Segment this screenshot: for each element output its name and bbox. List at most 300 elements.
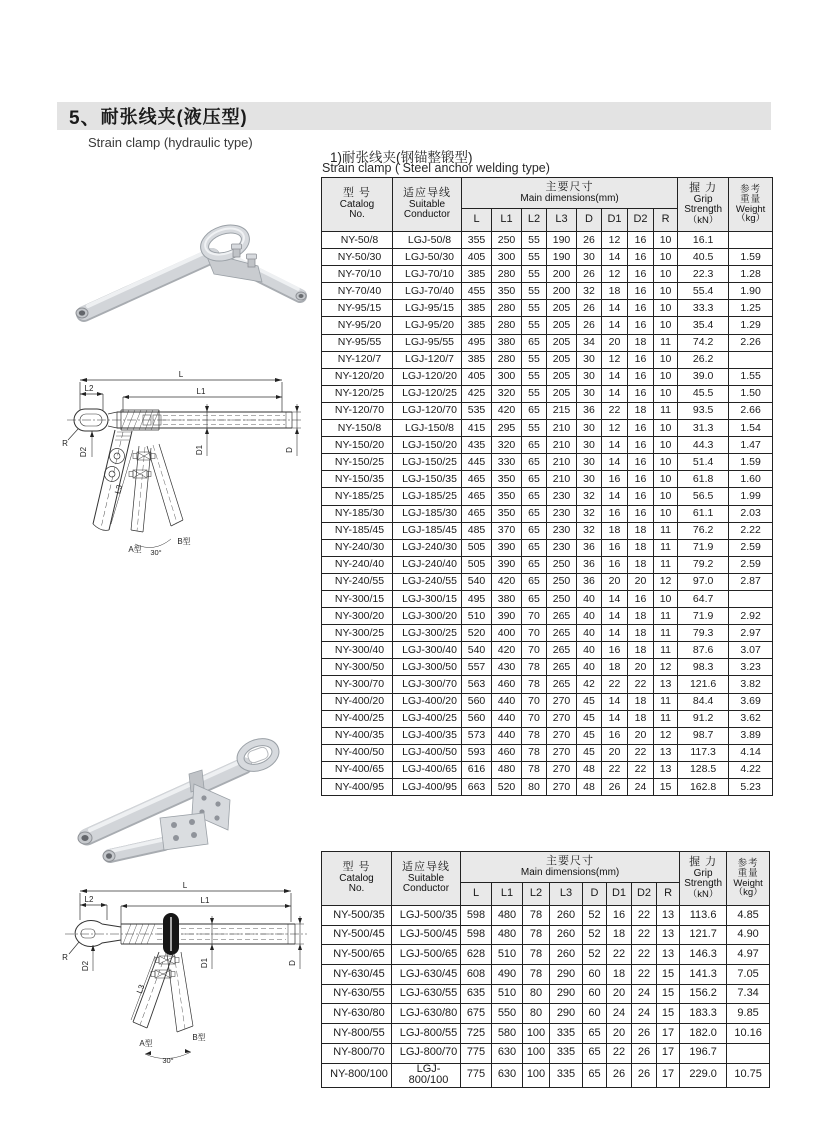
value-cell: 725: [461, 1024, 492, 1044]
value-cell: 510: [492, 945, 523, 965]
value-cell: 10.16: [727, 1024, 770, 1044]
table-row: [322, 676, 773, 693]
value-cell: 65: [522, 402, 547, 419]
catalog-no-cell: NY-300/50: [322, 659, 393, 676]
table-row: [322, 925, 770, 945]
table-row: [322, 693, 773, 710]
value-cell: 26: [632, 1043, 657, 1063]
value-cell: 93.5: [678, 402, 729, 419]
value-cell: 510: [492, 984, 523, 1004]
dim-label-D2: D2: [81, 960, 90, 972]
value-cell: 196.7: [680, 1043, 727, 1063]
value-cell: 20: [628, 659, 654, 676]
value-cell: 65: [522, 505, 547, 522]
value-cell: 265: [547, 659, 577, 676]
value-cell: 563: [462, 676, 492, 693]
value-cell: 480: [492, 906, 523, 926]
value-cell: 22: [628, 676, 654, 693]
value-cell: 11: [654, 539, 678, 556]
table-row: [322, 727, 773, 744]
catalog-no-cell: NY-120/25: [322, 385, 393, 402]
value-cell: 55: [522, 266, 547, 283]
value-cell: 205: [547, 351, 577, 368]
table-row: [322, 539, 773, 556]
value-cell: 405: [462, 368, 492, 385]
catalog-no-cell: NY-400/95: [322, 779, 393, 796]
catalog-no-cell: NY-185/45: [322, 522, 393, 539]
value-cell: 78: [523, 925, 550, 945]
table-header: [322, 178, 773, 232]
section-header-bar: [57, 102, 771, 130]
value-cell: 30: [577, 368, 602, 385]
value-cell: 17: [657, 1063, 680, 1087]
value-cell: 280: [492, 351, 522, 368]
dim-label-D1: D1: [195, 444, 204, 456]
catalog-no-cell: NY-500/35: [322, 906, 392, 926]
value-cell: 3.23: [729, 659, 773, 676]
catalog-no-cell: NY-500/65: [322, 945, 392, 965]
conductor-cell: LGJ-500/65: [392, 945, 461, 965]
value-cell: 17: [657, 1024, 680, 1044]
value-cell: 26: [602, 779, 628, 796]
conductor-cell: LGJ-95/15: [393, 300, 462, 317]
value-cell: 300: [492, 249, 522, 266]
value-cell: 540: [462, 573, 492, 590]
value-cell: 505: [462, 556, 492, 573]
value-cell: 55.4: [678, 283, 729, 300]
value-cell: 320: [492, 437, 522, 454]
value-cell: 45: [577, 727, 602, 744]
value-cell: 16: [602, 539, 628, 556]
conductor-cell: LGJ-300/50: [393, 659, 462, 676]
value-cell: 71.9: [678, 539, 729, 556]
table-row: [322, 385, 773, 402]
catalog-no-cell: NY-240/55: [322, 573, 393, 590]
value-cell: 30: [577, 385, 602, 402]
conductor-cell: LGJ-150/20: [393, 437, 462, 454]
value-cell: 12: [654, 727, 678, 744]
value-cell: 616: [462, 761, 492, 778]
value-cell: 22: [632, 965, 657, 985]
value-cell: 26: [577, 266, 602, 283]
value-cell: 230: [547, 522, 577, 539]
value-cell: 30: [577, 351, 602, 368]
value-cell: 71.9: [678, 608, 729, 625]
conductor-cell: LGJ-50/30: [393, 249, 462, 266]
value-cell: 270: [547, 710, 577, 727]
value-cell: 70: [522, 710, 547, 727]
value-cell: 61.1: [678, 505, 729, 522]
value-cell: 205: [547, 300, 577, 317]
dim-label-D2: D2: [79, 446, 88, 458]
value-cell: 12: [602, 351, 628, 368]
col-header-grip: 握 力 Grip Strength （kN）: [678, 178, 729, 232]
value-cell: 18: [607, 965, 632, 985]
value-cell: 20: [607, 1024, 632, 1044]
catalog-no-cell: NY-95/15: [322, 300, 393, 317]
section-title-zh: 耐张线夹(液压型): [100, 107, 248, 127]
dim-label-L3: L3: [134, 983, 147, 995]
value-cell: 40: [577, 625, 602, 642]
catalog-no-cell: NY-50/30: [322, 249, 393, 266]
value-cell: 593: [462, 744, 492, 761]
conductor-cell: LGJ-150/25: [393, 454, 462, 471]
value-cell: 350: [492, 505, 522, 522]
value-cell: 18: [602, 283, 628, 300]
value-cell: 113.6: [680, 906, 727, 926]
value-cell: 26.2: [678, 351, 729, 368]
value-cell: 22: [632, 945, 657, 965]
value-cell: 100: [523, 1024, 550, 1044]
value-cell: 13: [657, 945, 680, 965]
dim-label-D: D: [288, 960, 297, 966]
value-cell: 635: [461, 984, 492, 1004]
value-cell: 230: [547, 488, 577, 505]
clamp-photo-shapes: [76, 224, 306, 318]
value-cell: [729, 232, 773, 249]
value-cell: 32: [577, 283, 602, 300]
value-cell: 44.3: [678, 437, 729, 454]
value-cell: 14: [602, 300, 628, 317]
value-cell: 265: [547, 625, 577, 642]
conductor-cell: LGJ-240/55: [393, 573, 462, 590]
section-title-en: Strain clamp (hydraulic type): [88, 135, 253, 150]
value-cell: 20: [602, 573, 628, 590]
catalog-no-cell: NY-120/20: [322, 368, 393, 385]
value-cell: 36: [577, 556, 602, 573]
value-cell: 36: [577, 573, 602, 590]
value-cell: 36: [577, 539, 602, 556]
conductor-cell: LGJ-150/35: [393, 471, 462, 488]
value-cell: 210: [547, 437, 577, 454]
value-cell: 121.6: [678, 676, 729, 693]
value-cell: 3.82: [729, 676, 773, 693]
value-cell: 11: [654, 402, 678, 419]
value-cell: 440: [492, 727, 522, 744]
value-cell: 5.23: [729, 779, 773, 796]
conductor-cell: LGJ-70/10: [393, 266, 462, 283]
table-row: [322, 437, 773, 454]
catalog-no-cell: NY-50/8: [322, 232, 393, 249]
table-row: [322, 608, 773, 625]
value-cell: 16: [628, 437, 654, 454]
value-cell: 300: [492, 368, 522, 385]
value-cell: 55: [522, 283, 547, 300]
value-cell: 12: [602, 232, 628, 249]
value-cell: 16: [628, 385, 654, 402]
value-cell: 350: [492, 488, 522, 505]
dim-subheader-row: L L1 L2 L3 D D1 D2 R: [322, 883, 770, 906]
col-header-dimensions: 主要尺寸 Main dimensions(mm): [462, 178, 678, 209]
value-cell: 628: [461, 945, 492, 965]
value-cell: 65: [522, 539, 547, 556]
conductor-cell: LGJ-800/55: [392, 1024, 461, 1044]
table-row: [322, 1063, 770, 1087]
value-cell: 20: [607, 984, 632, 1004]
value-cell: [729, 351, 773, 368]
value-cell: 31.3: [678, 420, 729, 437]
value-cell: 15: [657, 1004, 680, 1024]
value-cell: 18: [602, 659, 628, 676]
value-cell: 18: [628, 710, 654, 727]
value-cell: 1.90: [729, 283, 773, 300]
value-cell: 70: [522, 625, 547, 642]
value-cell: 16: [607, 906, 632, 926]
value-cell: 420: [492, 402, 522, 419]
value-cell: 18: [628, 642, 654, 659]
value-cell: 14: [602, 368, 628, 385]
value-cell: 56.5: [678, 488, 729, 505]
value-cell: 17: [657, 1043, 680, 1063]
catalog-no-cell: NY-800/100: [322, 1063, 392, 1087]
value-cell: 45: [577, 710, 602, 727]
conductor-cell: LGJ-400/50: [393, 744, 462, 761]
value-cell: 3.89: [729, 727, 773, 744]
value-cell: 16: [628, 590, 654, 607]
table-row: [322, 590, 773, 607]
value-cell: 14: [602, 590, 628, 607]
value-cell: 2.03: [729, 505, 773, 522]
value-cell: 16: [628, 368, 654, 385]
table-row: [322, 471, 773, 488]
value-cell: 18: [607, 925, 632, 945]
value-cell: 80: [522, 779, 547, 796]
value-cell: 65: [522, 454, 547, 471]
value-cell: 250: [547, 556, 577, 573]
value-cell: 445: [462, 454, 492, 471]
conductor-cell: LGJ-70/40: [393, 283, 462, 300]
value-cell: 230: [547, 539, 577, 556]
value-cell: 495: [462, 334, 492, 351]
value-cell: 162.8: [678, 779, 729, 796]
value-cell: 1.60: [729, 471, 773, 488]
value-cell: 78: [523, 906, 550, 926]
value-cell: 205: [547, 317, 577, 334]
value-cell: 11: [654, 693, 678, 710]
value-cell: 350: [492, 471, 522, 488]
value-cell: 550: [492, 1004, 523, 1024]
value-cell: 15: [657, 984, 680, 1004]
dim-label-R: R: [62, 953, 68, 962]
value-cell: 76.2: [678, 522, 729, 539]
conductor-cell: LGJ-185/30: [393, 505, 462, 522]
value-cell: 465: [462, 488, 492, 505]
value-cell: 146.3: [680, 945, 727, 965]
value-cell: 485: [462, 522, 492, 539]
value-cell: 20: [602, 744, 628, 761]
value-cell: 52: [583, 945, 607, 965]
value-cell: 598: [461, 906, 492, 926]
value-cell: 280: [492, 266, 522, 283]
conductor-cell: LGJ-120/25: [393, 385, 462, 402]
value-cell: 52: [583, 906, 607, 926]
catalog-no-cell: NY-120/70: [322, 402, 393, 419]
value-cell: 2.87: [729, 573, 773, 590]
value-cell: 1.59: [729, 249, 773, 266]
value-cell: 2.92: [729, 608, 773, 625]
catalog-no-cell: NY-300/25: [322, 625, 393, 642]
value-cell: 270: [547, 779, 577, 796]
dim-label-D: D: [285, 447, 294, 453]
value-cell: 16: [628, 300, 654, 317]
table-row: [322, 232, 773, 249]
value-cell: 210: [547, 471, 577, 488]
value-cell: 598: [461, 925, 492, 945]
value-cell: 24: [632, 984, 657, 1004]
value-cell: 440: [492, 693, 522, 710]
value-cell: 22: [632, 925, 657, 945]
value-cell: 775: [461, 1063, 492, 1087]
value-cell: 10: [654, 505, 678, 522]
value-cell: 10.75: [727, 1063, 770, 1087]
col-header-grip: 握 力 Grip Strength （kN）: [680, 852, 727, 906]
value-cell: 1.29: [729, 317, 773, 334]
value-cell: 20: [628, 727, 654, 744]
value-cell: 32: [577, 505, 602, 522]
table-row: [322, 573, 773, 590]
value-cell: 560: [462, 710, 492, 727]
value-cell: 80: [523, 984, 550, 1004]
value-cell: 1.50: [729, 385, 773, 402]
value-cell: 13: [657, 925, 680, 945]
table-row: [322, 454, 773, 471]
col-header-conductor: 适应导线 Suitable Conductor: [392, 852, 461, 906]
value-cell: 205: [547, 334, 577, 351]
value-cell: 265: [547, 676, 577, 693]
catalog-no-cell: NY-800/55: [322, 1024, 392, 1044]
value-cell: 465: [462, 505, 492, 522]
value-cell: 520: [492, 779, 522, 796]
value-cell: 32: [577, 522, 602, 539]
spec-table-steel-anchor: [321, 177, 773, 796]
value-cell: 10: [654, 300, 678, 317]
value-cell: 100: [523, 1063, 550, 1087]
value-cell: 290: [550, 965, 583, 985]
catalog-no-cell: NY-400/20: [322, 693, 393, 710]
value-cell: 48: [577, 761, 602, 778]
value-cell: 78: [523, 965, 550, 985]
value-cell: 580: [492, 1024, 523, 1044]
value-cell: 460: [492, 676, 522, 693]
dim-label-L2: L2: [84, 384, 94, 393]
value-cell: 26: [632, 1063, 657, 1087]
value-cell: 182.0: [680, 1024, 727, 1044]
value-cell: 117.3: [678, 744, 729, 761]
value-cell: 61.8: [678, 471, 729, 488]
value-cell: 510: [462, 608, 492, 625]
value-cell: 18: [628, 608, 654, 625]
value-cell: 22: [607, 1043, 632, 1063]
value-cell: 1.55: [729, 368, 773, 385]
conductor-cell: LGJ-630/45: [392, 965, 461, 985]
conductor-cell: LGJ-400/65: [393, 761, 462, 778]
value-cell: 45: [577, 744, 602, 761]
conductor-cell: LGJ-50/8: [393, 232, 462, 249]
value-cell: 385: [462, 266, 492, 283]
conductor-cell: LGJ-400/95: [393, 779, 462, 796]
value-cell: 36: [577, 402, 602, 419]
value-cell: 70: [522, 608, 547, 625]
value-cell: 16: [628, 249, 654, 266]
value-cell: 60: [583, 984, 607, 1004]
table-row: [322, 642, 773, 659]
value-cell: 12: [654, 659, 678, 676]
value-cell: 18: [628, 556, 654, 573]
value-cell: 16: [628, 283, 654, 300]
catalog-no-cell: NY-150/25: [322, 454, 393, 471]
value-cell: 2.22: [729, 522, 773, 539]
dim-label-L1: L1: [196, 387, 206, 396]
value-cell: 370: [492, 522, 522, 539]
value-cell: 55: [522, 351, 547, 368]
value-cell: 40: [577, 642, 602, 659]
value-cell: 265: [547, 642, 577, 659]
value-cell: 14: [602, 317, 628, 334]
value-cell: 65: [583, 1024, 607, 1044]
value-cell: 10: [654, 590, 678, 607]
value-cell: 420: [492, 573, 522, 590]
value-cell: 16: [602, 505, 628, 522]
value-cell: 24: [628, 779, 654, 796]
value-cell: 495: [462, 590, 492, 607]
value-cell: 40: [577, 608, 602, 625]
value-cell: 65: [583, 1043, 607, 1063]
value-cell: 15: [654, 779, 678, 796]
value-cell: 260: [550, 925, 583, 945]
value-cell: 2.66: [729, 402, 773, 419]
conductor-cell: LGJ-185/45: [393, 522, 462, 539]
value-cell: 13: [657, 906, 680, 926]
value-cell: 15: [657, 965, 680, 985]
value-cell: 16: [602, 471, 628, 488]
conductor-cell: LGJ-800/100: [392, 1063, 461, 1087]
value-cell: 465: [462, 471, 492, 488]
value-cell: 97.0: [678, 573, 729, 590]
catalog-no-cell: NY-300/40: [322, 642, 393, 659]
value-cell: 65: [522, 334, 547, 351]
catalog-no-cell: NY-150/8: [322, 420, 393, 437]
value-cell: 270: [547, 727, 577, 744]
catalog-no-cell: NY-400/25: [322, 710, 393, 727]
value-cell: [729, 590, 773, 607]
value-cell: 557: [462, 659, 492, 676]
conductor-cell: LGJ-120/20: [393, 368, 462, 385]
type-b-label: B型: [192, 1033, 206, 1042]
value-cell: 40: [577, 659, 602, 676]
value-cell: 14: [602, 385, 628, 402]
conductor-cell: LGJ-400/20: [393, 693, 462, 710]
value-cell: 2.97: [729, 625, 773, 642]
value-cell: 10: [654, 351, 678, 368]
catalog-no-cell: NY-185/30: [322, 505, 393, 522]
value-cell: 16: [628, 232, 654, 249]
value-cell: 78: [522, 676, 547, 693]
conductor-cell: LGJ-95/20: [393, 317, 462, 334]
value-cell: 16: [602, 642, 628, 659]
value-cell: 210: [547, 454, 577, 471]
catalog-no-cell: NY-300/20: [322, 608, 393, 625]
value-cell: 270: [547, 693, 577, 710]
table-row: [322, 300, 773, 317]
value-cell: 65: [522, 471, 547, 488]
table-row: [322, 420, 773, 437]
value-cell: 18: [602, 522, 628, 539]
value-cell: 30: [577, 420, 602, 437]
value-cell: 2.26: [729, 334, 773, 351]
value-cell: 205: [547, 368, 577, 385]
conductor-cell: LGJ-95/55: [393, 334, 462, 351]
dim-label-L: L: [182, 881, 188, 890]
